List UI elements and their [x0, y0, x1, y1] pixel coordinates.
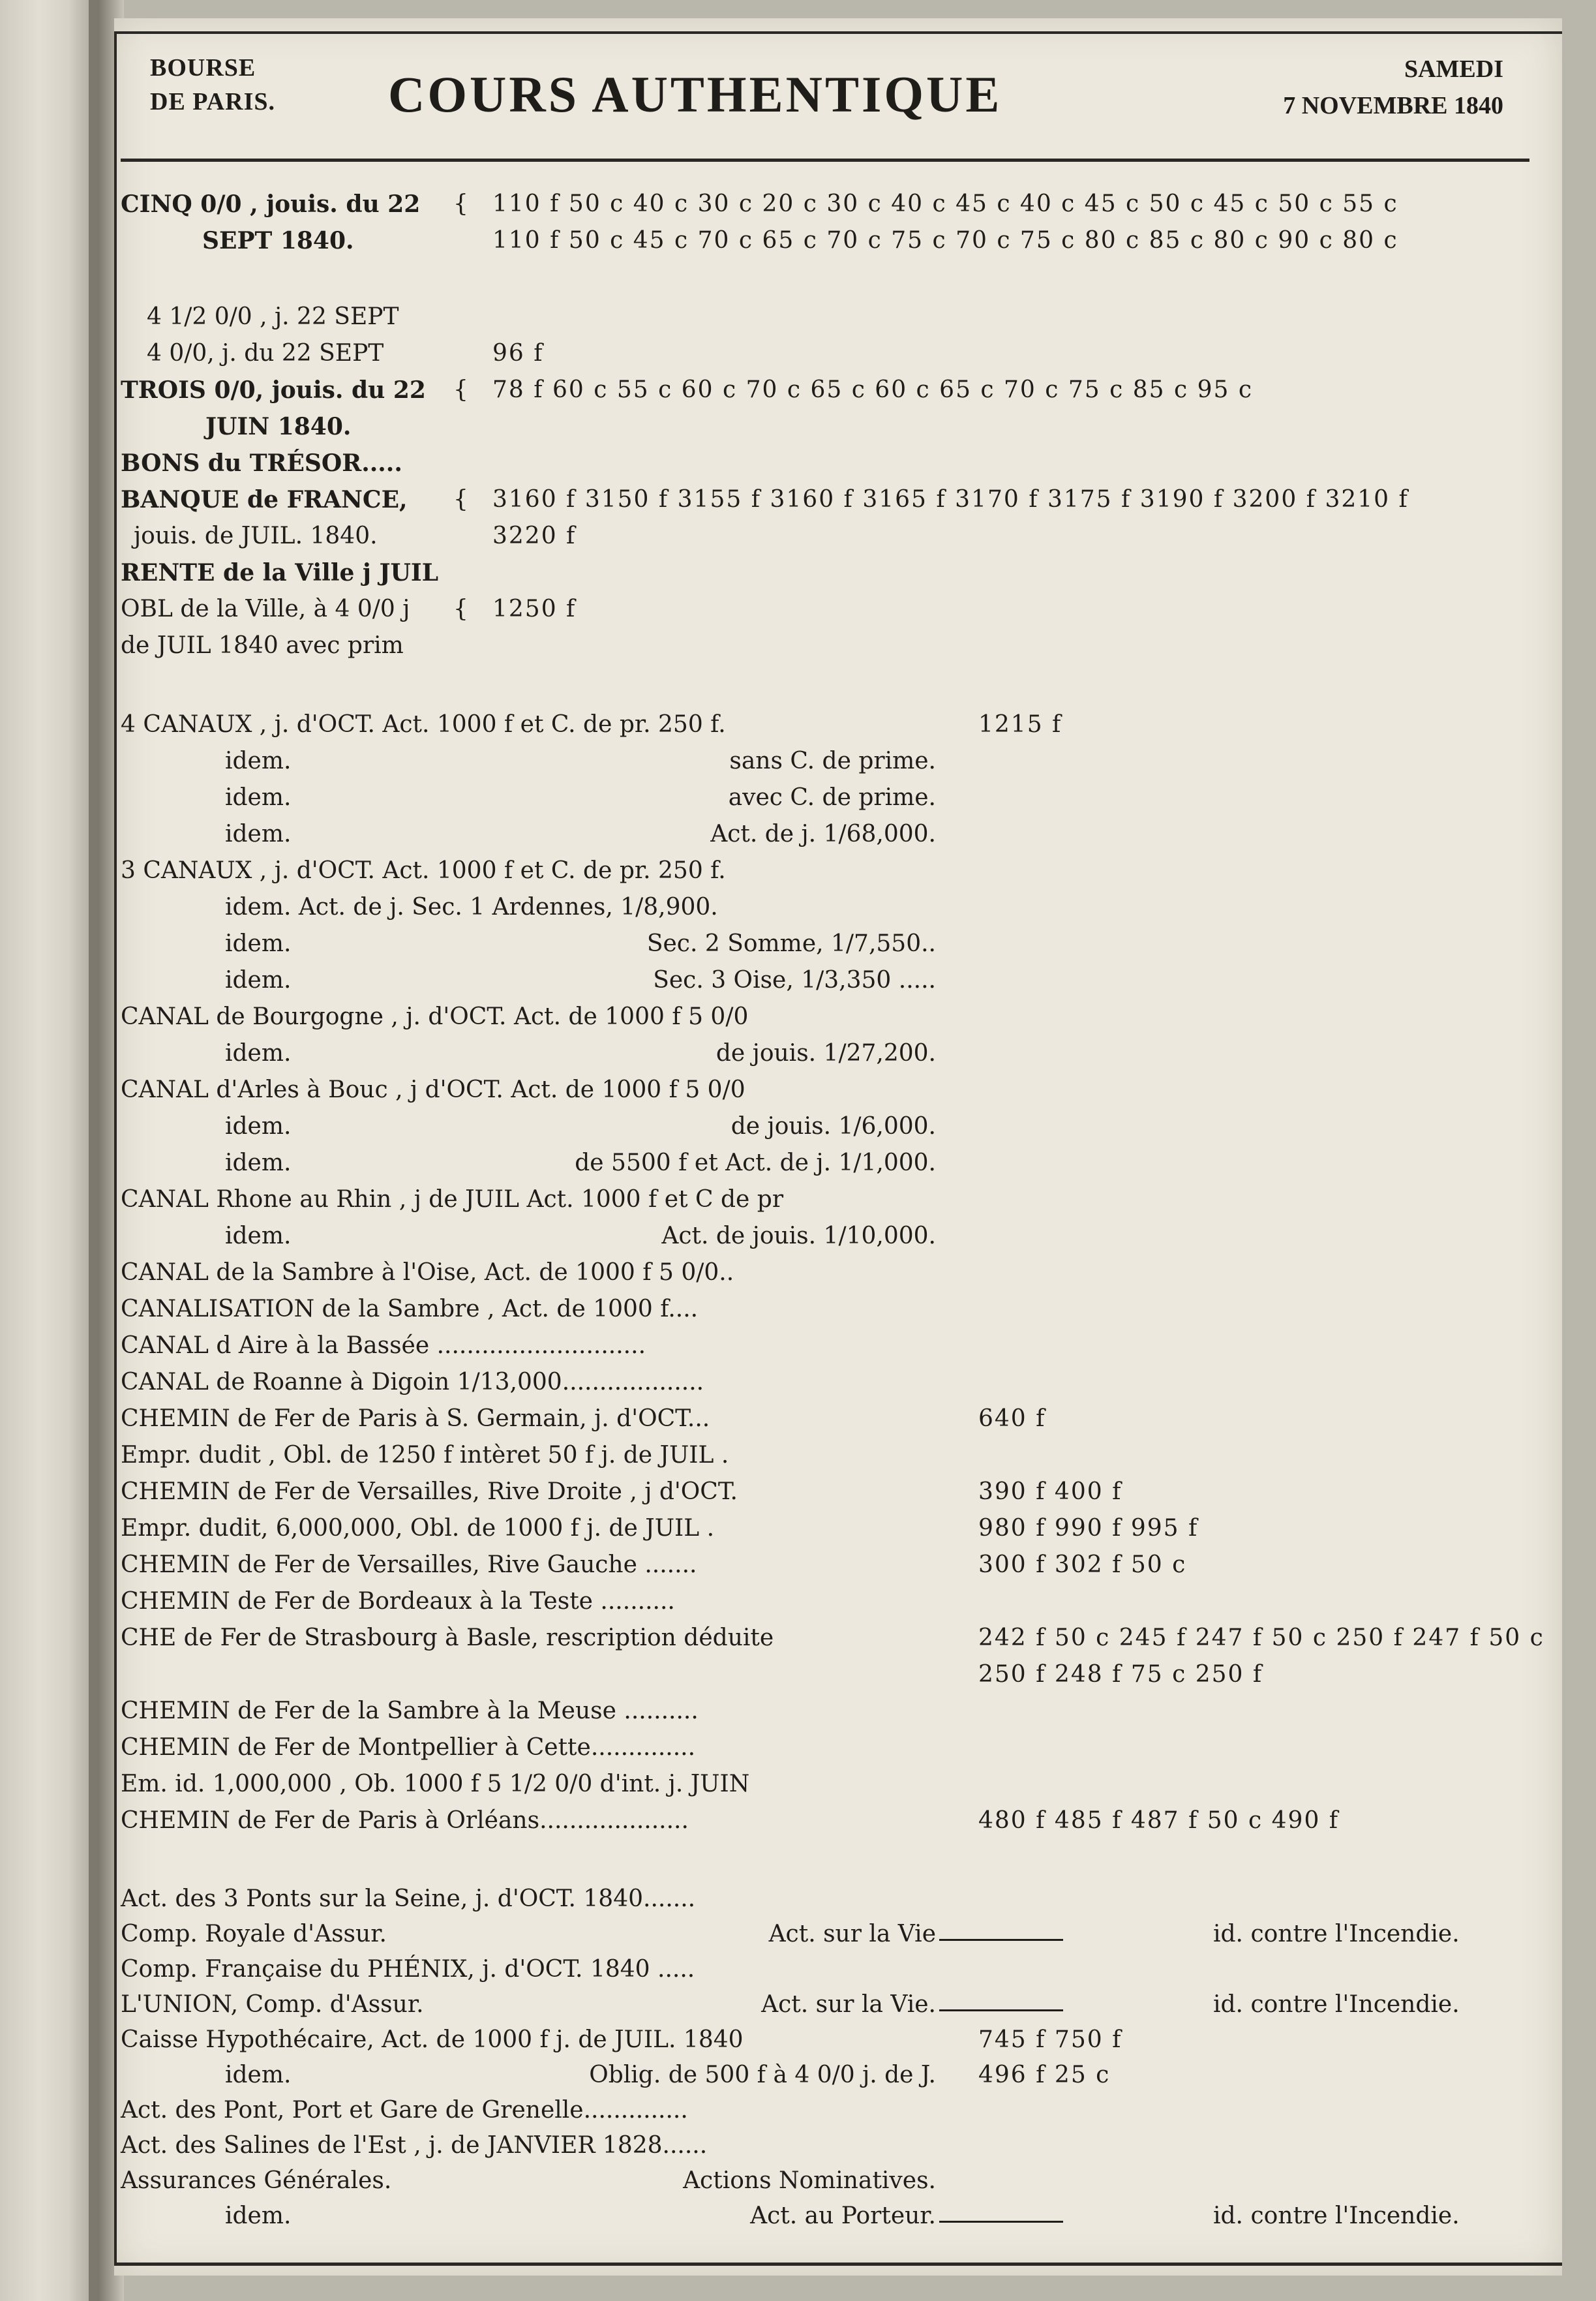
price-list: 78 f 60 c 55 c 60 c 70 c 65 c 60 c 65 c 70 c 75 c 85 c 95 c — [492, 376, 1254, 403]
price-list: 980 f 990 f 995 f — [978, 1515, 1199, 1542]
security-label: 4 1/2 0/0 , j. 22 SEPT — [147, 303, 399, 330]
security-label: 3 CANAUX , j. d'OCT. Act. 1000 f et C. de pr. 250 f. — [121, 857, 726, 884]
security-label: CHEMIN de Fer de Versailles, Rive Gauche ....... — [121, 1551, 697, 1578]
brace-mark: { — [453, 486, 468, 513]
security-sublabel: Act. sur la Vie — [768, 1921, 936, 1947]
security-label: Em. id. 1,000,000 , Ob. 1000 f 5 1/2 0/0 d'int. j. JUIN — [121, 1771, 750, 1797]
price-list: 242 f 50 c 245 f 247 f 50 c 250 f 247 f 50 c — [978, 1624, 1544, 1651]
security-label: idem. — [225, 821, 292, 847]
fire-insurance-label: id. contre l'Incendie. — [1213, 2202, 1460, 2229]
page-edge-shadow — [89, 0, 98, 2301]
security-label: BANQUE de FRANCE, — [121, 486, 408, 513]
security-label: RENTE de la Ville j JUIL — [121, 559, 439, 587]
price-list: 110 f 50 c 45 c 70 c 65 c 70 c 75 c 70 c 75 c 80 c 85 c 80 c 90 c 80 c — [492, 227, 1398, 254]
price-list: 1250 f — [492, 596, 577, 622]
security-label: CINQ 0/0 , jouis. du 22 — [121, 190, 421, 218]
security-label: idem. Act. de j. Sec. 1 Ardennes, 1/8,900. — [225, 894, 718, 921]
security-label: CANAL de Roanne à Digoin 1/13,000................... — [121, 1369, 704, 1395]
security-label: TROIS 0/0, jouis. du 22 — [121, 376, 426, 404]
price-list: 745 f 750 f — [978, 2026, 1122, 2053]
security-label: Act. des Pont, Port et Gare de Grenelle.............. — [121, 2097, 688, 2124]
price-list: 250 f 248 f 75 c 250 f — [978, 1661, 1263, 1688]
security-label: SEPT 1840. — [202, 227, 354, 254]
top-border-rule — [114, 31, 1562, 34]
security-label: Comp. Française du PHÉNIX, j. d'OCT. 1840 ..... — [121, 1956, 695, 1983]
security-label: CANAL Rhone au Rhin , j de JUIL Act. 1000 f et C de pr — [121, 1186, 784, 1213]
security-sublabel: Actions Nominatives. — [683, 2167, 936, 2194]
security-label: JUIN 1840. — [205, 413, 352, 440]
security-label: OBL de la Ville, à 4 0/0 j — [121, 596, 410, 622]
security-label: 4 0/0, j. du 22 SEPT — [147, 340, 384, 367]
security-sublabel: sans C. de prime. — [729, 748, 936, 774]
blank-price-line — [939, 1939, 1063, 1941]
fire-insurance-label: id. contre l'Incendie. — [1213, 1991, 1460, 2018]
page-title: COURS AUTHENTIQUE — [388, 66, 1002, 123]
security-label: idem. — [225, 1223, 292, 1249]
security-sublabel: Act. au Porteur. — [750, 2202, 936, 2229]
security-label: Caisse Hypothécaire, Act. de 1000 f j. de JUIL. 1840 — [121, 2026, 744, 2053]
security-label: CHEMIN de Fer de Paris à Orléans.................... — [121, 1807, 689, 1834]
security-sublabel: Act. de j. 1/68,000. — [710, 821, 936, 847]
date: 7 NOVEMBRE 1840 — [1283, 92, 1503, 119]
security-label: Assurances Générales. — [121, 2167, 392, 2194]
price-list: 1215 f — [978, 711, 1062, 738]
bourse-line-1: BOURSE — [150, 54, 256, 82]
security-label: CHEMIN de Fer de la Sambre à la Meuse .......... — [121, 1698, 699, 1724]
security-label: CANAL de la Sambre à l'Oise, Act. de 1000 f 5 0/0.. — [121, 1259, 734, 1286]
brace-mark: { — [453, 376, 468, 403]
price-list: 300 f 302 f 50 c — [978, 1551, 1187, 1578]
bottom-border-rule — [114, 2263, 1562, 2266]
security-label: de JUIL 1840 avec prim — [121, 632, 404, 659]
security-label: jouis. de JUIL. 1840. — [134, 523, 378, 549]
price-list: 3160 f 3150 f 3155 f 3160 f 3165 f 3170 f 3175 f 3190 f 3200 f 3210 f — [492, 486, 1409, 513]
security-label: CHEMIN de Fer de Bordeaux à la Teste .......... — [121, 1588, 675, 1615]
brace-mark: { — [453, 190, 468, 217]
security-label: idem. — [225, 2062, 292, 2088]
price-list: 640 f — [978, 1405, 1046, 1432]
security-label: idem. — [225, 930, 292, 957]
facing-page-edge — [0, 0, 98, 2301]
security-label: CHEMIN de Fer de Paris à S. Germain, j. d'OCT... — [121, 1405, 710, 1432]
price-list: 96 f — [492, 340, 544, 367]
security-label: BONS du TRÉSOR..... — [121, 450, 402, 477]
header-rule — [121, 159, 1529, 162]
security-label: idem. — [225, 784, 292, 811]
weekday: SAMEDI — [1404, 55, 1503, 83]
security-label: CANAL de Bourgogne , j. d'OCT. Act. de 1000 f 5 0/0 — [121, 1003, 749, 1030]
fire-insurance-label: id. contre l'Incendie. — [1213, 1921, 1460, 1947]
security-label: CANALISATION de la Sambre , Act. de 1000 f.... — [121, 1296, 699, 1322]
security-sublabel: de jouis. 1/27,200. — [715, 1040, 936, 1067]
security-sublabel: Act. de jouis. 1/10,000. — [661, 1223, 936, 1249]
security-label: L'UNION, Comp. d'Assur. — [121, 1991, 424, 2018]
security-label: idem. — [225, 748, 292, 774]
brace-mark: { — [453, 596, 468, 622]
security-label: idem. — [225, 967, 292, 994]
security-label: Empr. dudit, 6,000,000, Obl. de 1000 f j. de JUIL . — [121, 1515, 715, 1542]
date-label — [1190, 51, 1503, 124]
security-label: idem. — [225, 1040, 292, 1067]
bourse-line-2: DE PARIS. — [150, 88, 275, 115]
security-sublabel: Act. sur la Vie. — [761, 1991, 936, 2018]
security-sublabel: de jouis. 1/6,000. — [730, 1113, 936, 1140]
security-label: CANAL d Aire à la Bassée ............................ — [121, 1332, 646, 1359]
security-label: idem. — [225, 1113, 292, 1140]
security-label: Act. des Salines de l'Est , j. de JANVIER 1828...... — [121, 2132, 708, 2159]
security-label: 4 CANAUX , j. d'OCT. Act. 1000 f et C. de pr. 250 f. — [121, 711, 726, 738]
security-sublabel: de 5500 f et Act. de j. 1/1,000. — [575, 1150, 936, 1176]
security-sublabel: Sec. 2 Somme, 1/7,550.. — [646, 930, 936, 957]
security-label: Empr. dudit , Obl. de 1250 f intèret 50 f j. de JUIL . — [121, 1442, 729, 1469]
bourse-label — [150, 51, 275, 119]
security-label: CANAL d'Arles à Bouc , j d'OCT. Act. de 1000 f 5 0/0 — [121, 1076, 745, 1103]
price-list: 110 f 50 c 40 c 30 c 20 c 30 c 40 c 45 c 40 c 45 c 50 c 45 c 50 c 55 c — [492, 190, 1398, 217]
security-sublabel: Oblig. de 500 f à 4 0/0 j. de J. — [589, 2062, 936, 2088]
blank-price-line — [939, 2221, 1063, 2223]
left-border-rule — [114, 31, 117, 2263]
price-list: 480 f 485 f 487 f 50 c 490 f — [978, 1807, 1340, 1834]
security-label: idem. — [225, 1150, 292, 1176]
security-label: Act. des 3 Ponts sur la Seine, j. d'OCT. 1840....... — [121, 1885, 696, 1912]
security-sublabel: avec C. de prime. — [728, 784, 936, 811]
security-label: CHEMIN de Fer de Montpellier à Cette.............. — [121, 1734, 696, 1761]
price-list: 496 f 25 c — [978, 2062, 1111, 2088]
price-list: 3220 f — [492, 523, 577, 549]
security-label: CHEMIN de Fer de Versailles, Rive Droite , j d'OCT. — [121, 1478, 738, 1505]
security-sublabel: Sec. 3 Oise, 1/3,350 ..... — [653, 967, 936, 994]
security-label: idem. — [225, 2202, 292, 2229]
bulletin-page — [114, 18, 1562, 2276]
security-label: Comp. Royale d'Assur. — [121, 1921, 387, 1947]
price-list: 390 f 400 f — [978, 1478, 1122, 1505]
blank-price-line — [939, 2009, 1063, 2011]
security-label: CHE de Fer de Strasbourg à Basle, rescription déduite — [121, 1624, 774, 1651]
